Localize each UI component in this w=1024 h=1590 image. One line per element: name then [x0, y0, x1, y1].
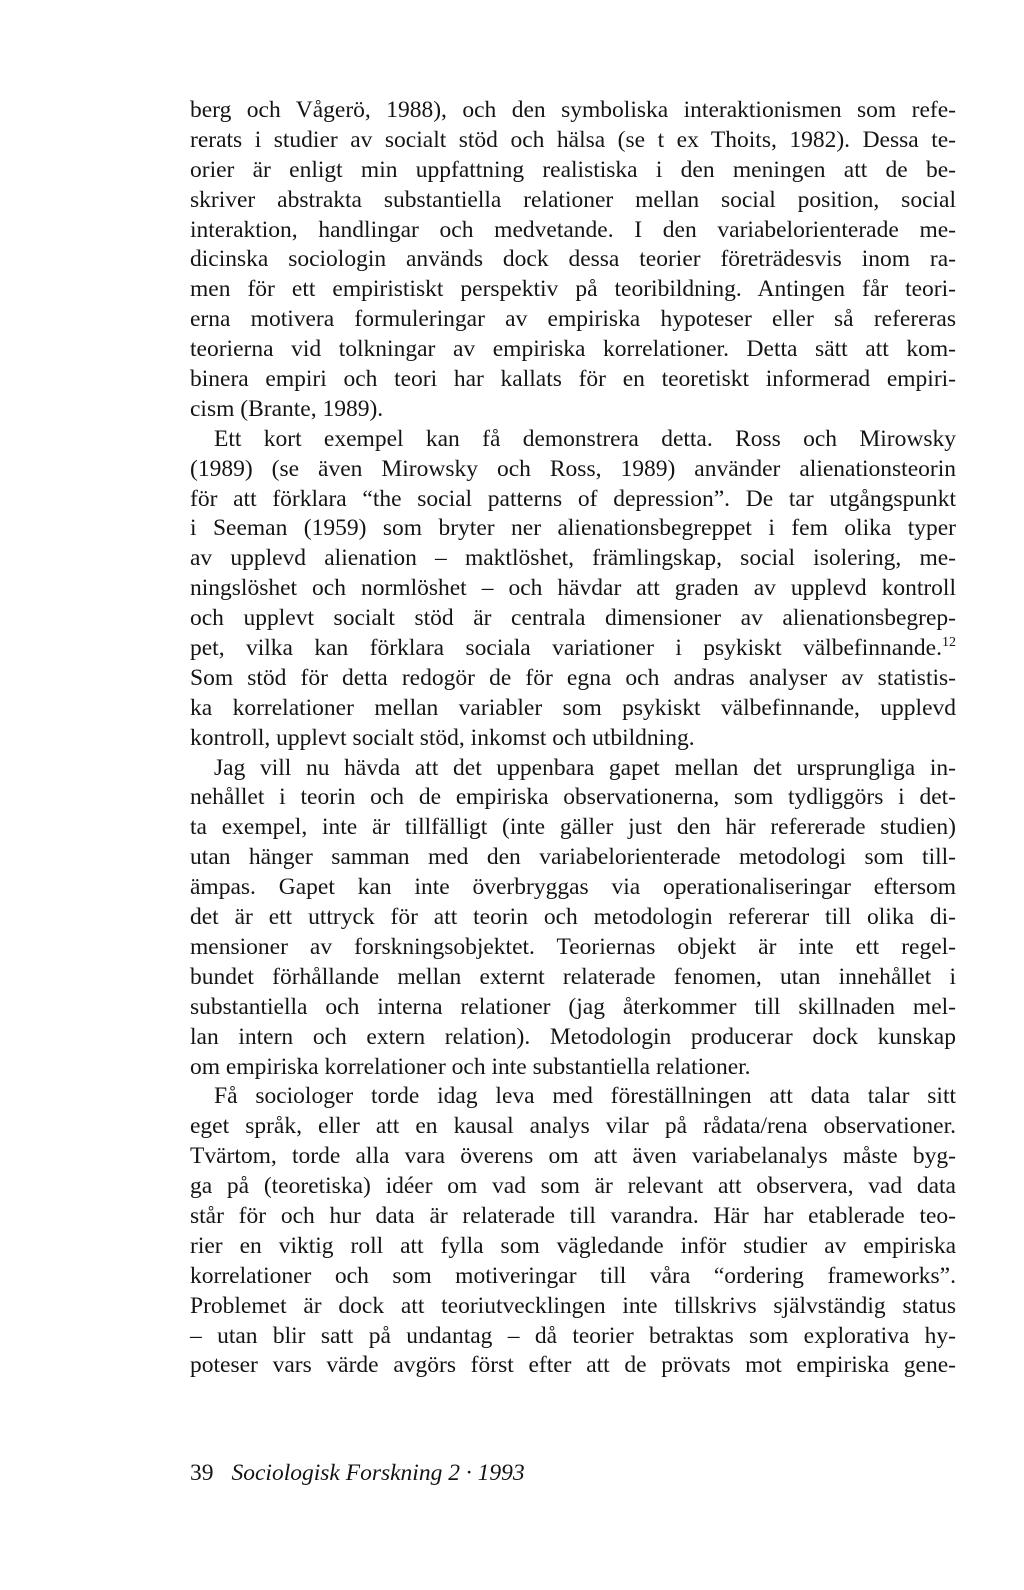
- text-line: [190, 1262, 956, 1292]
- text-line: [190, 1232, 956, 1262]
- text-line: [190, 574, 956, 604]
- text-line: [190, 783, 956, 813]
- page-footer: [190, 1460, 525, 1487]
- text-line: [190, 1023, 956, 1053]
- text-line-content: står för och hur data är relaterade till varandra. Här har etablerade teo-: [190, 1202, 956, 1229]
- text-line: [190, 1202, 956, 1232]
- text-line-content: Tvärtom, torde alla vara överens om att även variabelanalys måste byg-: [190, 1143, 956, 1170]
- text-line-content: (1989) (se även Mirowsky och Ross, 1989) använder alienationsteorin: [190, 455, 956, 482]
- text-line-content: interaktion, handlingar och medvetande. I den variabelorienterade me-: [190, 216, 956, 243]
- text-line-content: binera empiri och teori har kallats för en teoretiskt informerad empiri-: [190, 366, 956, 393]
- text-line-content: för att förklara “the social patterns of depression”. De tar utgångspunkt: [190, 485, 956, 512]
- text-line: [190, 245, 956, 275]
- text-line: [190, 186, 956, 216]
- text-line: [190, 1112, 956, 1142]
- text-line: [190, 754, 956, 784]
- text-line: [190, 813, 956, 843]
- text-line-content: Som stöd för detta redogör de för egna och andras analyser av statistis-: [190, 664, 956, 691]
- text-line-content: och upplevt socialt stöd är centrala dimensioner av alienationsbegrep-: [190, 605, 956, 632]
- text-line: [190, 156, 956, 186]
- text-line-content: kontroll, upplevt socialt stöd, inkomst och utbildning.: [190, 724, 695, 751]
- text-line: [190, 664, 956, 694]
- text-line: [190, 963, 956, 993]
- text-line: [190, 216, 956, 246]
- text-line-content: ka korrelationer mellan variabler som psykiskt välbefinnande, upplevd: [190, 694, 956, 721]
- text-line-content: lan intern och extern relation). Metodologin producerar dock kunskap: [190, 1023, 956, 1050]
- text-line-content: korrelationer och som motiveringar till våra “ordering frameworks”.: [190, 1262, 956, 1289]
- text-line: [190, 903, 956, 933]
- text-line-content: Ett kort exempel kan få demonstrera detta. Ross och Mirowsky: [214, 425, 956, 452]
- text-line-content: – utan blir satt på undantag – då teorier betraktas som explorativa hy-: [190, 1322, 956, 1349]
- text-line: [190, 425, 956, 455]
- text-line: [190, 1053, 956, 1083]
- text-line: [190, 275, 956, 305]
- text-line: [190, 1172, 956, 1202]
- text-line-content: skriver abstrakta substantiella relationer mellan social position, social: [190, 186, 956, 213]
- text-line: [190, 126, 956, 156]
- text-line-content: ningslöshet och normlöshet – och hävdar att graden av upplevd kontroll: [190, 575, 956, 602]
- text-line: [190, 604, 956, 634]
- text-line-content: utan hänger samman med den variabelorienterade metodologi som till-: [190, 844, 956, 871]
- body-text: [190, 96, 956, 1381]
- text-line: [190, 1292, 956, 1322]
- text-line: [190, 1351, 956, 1381]
- text-line-content: det är ett uttryck för att teorin och metodologin refererar till olika di-: [190, 904, 956, 931]
- text-line: [190, 395, 956, 425]
- text-line-content: poteser vars värde avgörs först efter att de prövats mot empiriska gene-: [190, 1352, 956, 1379]
- text-line: [190, 724, 956, 754]
- footnote-reference: 12: [942, 635, 956, 651]
- text-line-content: om empiriska korrelationer och inte substantiella relationer.: [190, 1053, 751, 1080]
- text-line-content: rier en viktig roll att fylla som vägledande inför studier av empiriska: [190, 1232, 956, 1259]
- text-line: [190, 634, 956, 664]
- text-line: [190, 335, 956, 365]
- text-line: [190, 96, 956, 126]
- text-line: [190, 1082, 956, 1112]
- text-line-content: dicinska sociologin används dock dessa teorier företrädesvis inom ra-: [190, 246, 956, 273]
- text-line: [190, 1322, 956, 1352]
- text-line-content: Jag vill nu hävda att det uppenbara gapet mellan det ursprungliga in-: [214, 754, 956, 781]
- text-line: [190, 514, 956, 544]
- text-line-content: rerats i studier av socialt stöd och hälsa (se t ex Thoits, 1982). Dessa te-: [190, 126, 956, 153]
- text-line-content: substantiella och interna relationer (jag återkommer till skillnaden mel-: [190, 993, 956, 1020]
- text-line: [190, 455, 956, 485]
- journal-citation: Sociologisk Forskning 2 · 1993: [231, 1460, 525, 1486]
- text-line-content: erna motivera formuleringar av empiriska hypoteser eller så refereras: [190, 306, 956, 333]
- text-line: [190, 694, 956, 724]
- text-line-content: pet, vilka kan förklara sociala variationer i psykiskt välbefinnande.: [190, 635, 942, 662]
- text-line-content: ta exempel, inte är tillfälligt (inte gäller just den här refererade studien): [190, 814, 956, 841]
- text-line-content: men för ett empiristiskt perspektiv på teoribildning. Antingen får teori-: [190, 276, 956, 303]
- text-line-content: nehållet i teorin och de empiriska observationerna, som tydliggörs i det-: [190, 784, 956, 811]
- text-line-content: orier är enligt min uppfattning realistiska i den meningen att de be-: [190, 156, 956, 183]
- text-line-content: teorierna vid tolkningar av empiriska korrelationer. Detta sätt att kom-: [190, 336, 956, 363]
- text-line: [190, 365, 956, 395]
- text-line-content: cism (Brante, 1989).: [190, 395, 384, 422]
- text-line: [190, 1142, 956, 1172]
- text-line-content: ga på (teoretiska) idéer om vad som är relevant att observera, vad data: [190, 1173, 956, 1200]
- text-line-content: Få sociologer torde idag leva med föreställningen att data talar sitt: [214, 1083, 956, 1110]
- text-line-content: berg och Vågerö, 1988), och den symboliska interaktionismen som refe-: [190, 97, 956, 123]
- text-line-content: ämpas. Gapet kan inte överbryggas via operationaliseringar eftersom: [190, 874, 956, 901]
- text-line: [190, 544, 956, 574]
- text-line: [190, 843, 956, 873]
- text-line-content: bundet förhållande mellan externt relaterade fenomen, utan innehållet i: [190, 963, 956, 990]
- text-line: [190, 305, 956, 335]
- text-line: [190, 485, 956, 515]
- text-line-content: i Seeman (1959) som bryter ner alienationsbegreppet i fem olika typer: [190, 515, 956, 542]
- text-line: [190, 873, 956, 903]
- text-line: [190, 933, 956, 963]
- text-line-content: Problemet är dock att teoriutvecklingen inte tillskrivs självständig status: [190, 1292, 956, 1319]
- page-number: 39: [190, 1460, 214, 1486]
- text-line: [190, 993, 956, 1023]
- text-line-content: av upplevd alienation – maktlöshet, främlingskap, social isolering, me-: [190, 545, 956, 572]
- text-line-content: mensioner av forskningsobjektet. Teoriernas objekt är inte ett regel-: [190, 933, 956, 960]
- text-line-content: eget språk, eller att en kausal analys vilar på rådata/rena observationer.: [190, 1113, 956, 1140]
